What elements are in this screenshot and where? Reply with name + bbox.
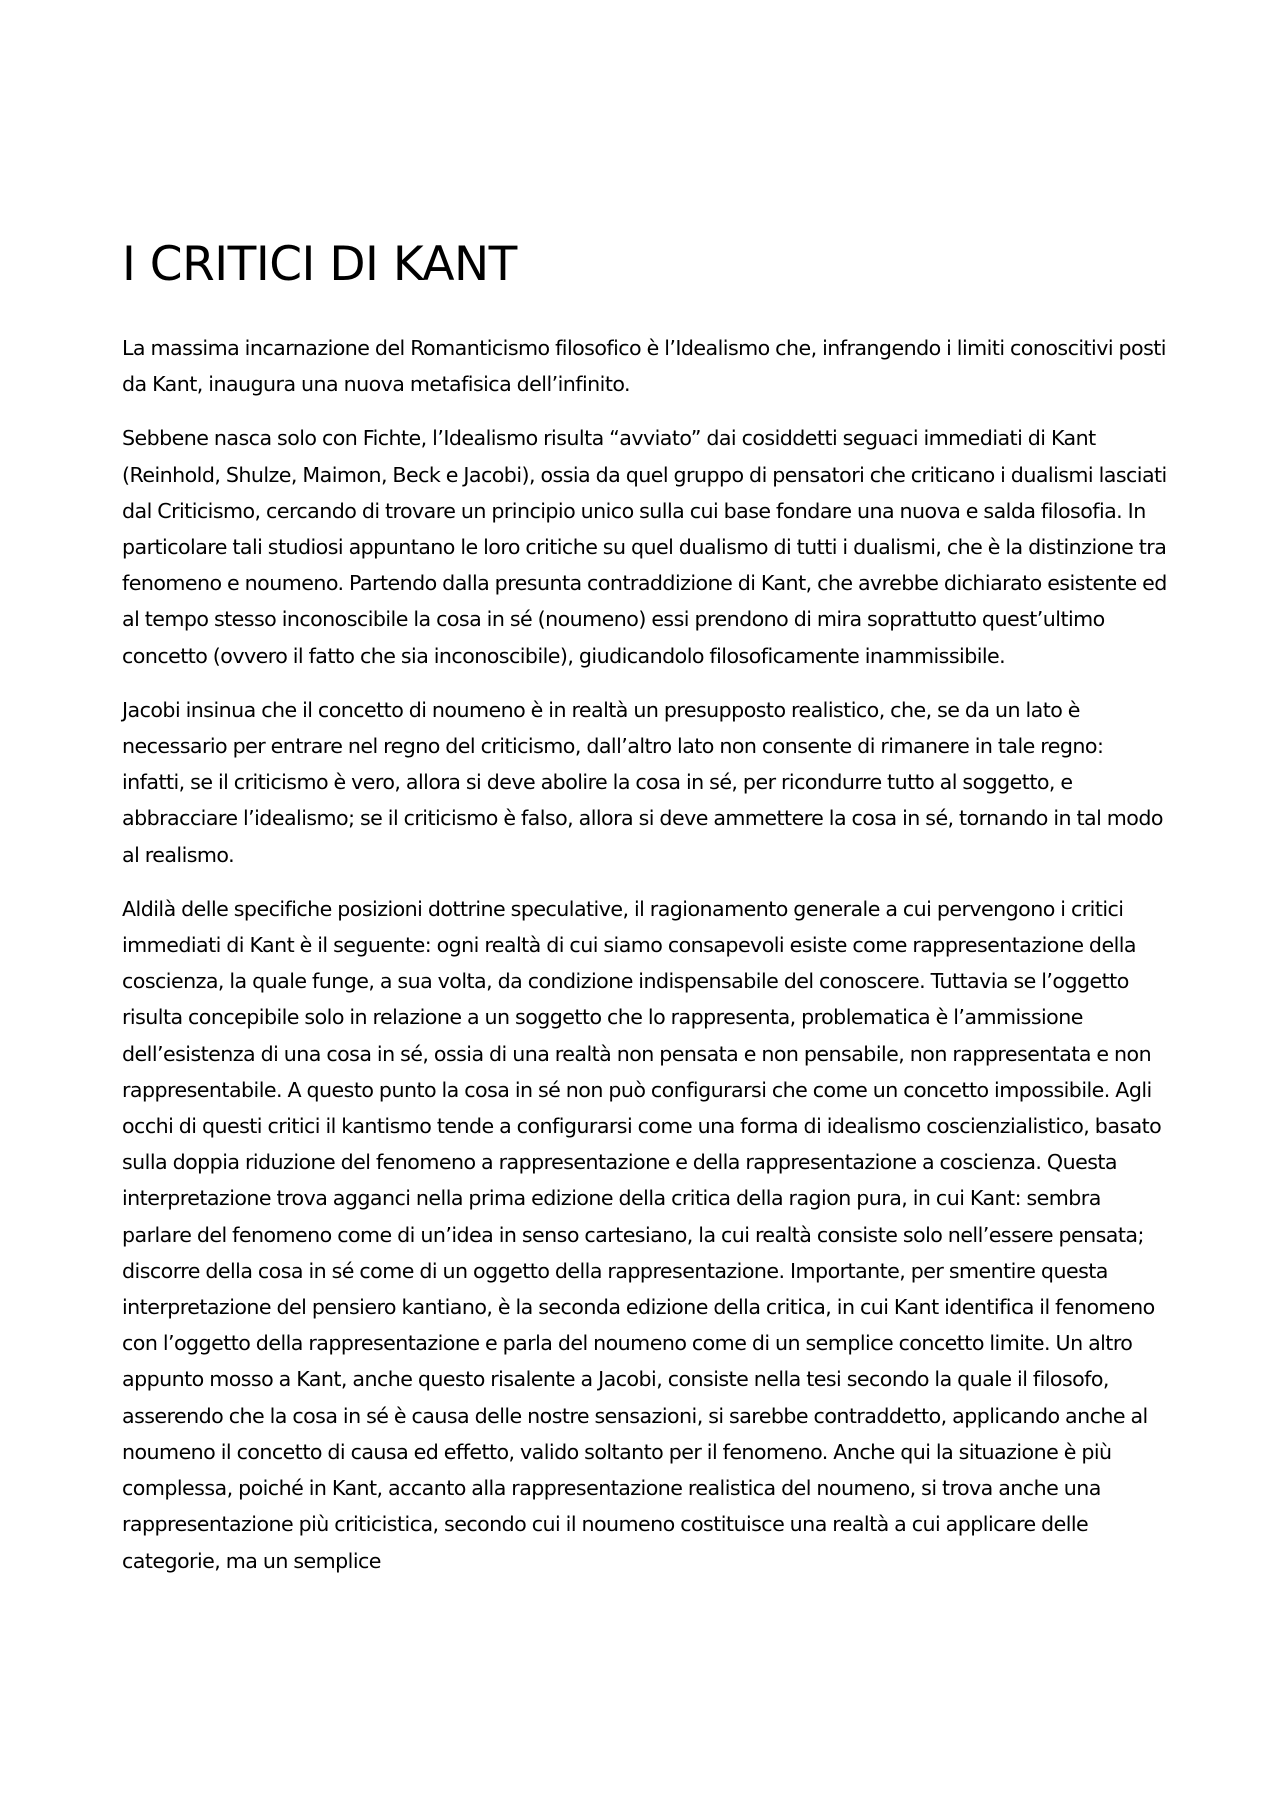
paragraph-intro: La massima incarnazione del Romanticismo filosofico è l’Idealismo che, infrangendo i limiti conoscitivi posti da Kant, inaugura una nuova metafisica dell’infinito. bbox=[122, 336, 1166, 397]
paragraph-general-reasoning: Aldilà delle specifiche posizioni dottrine speculative, il ragionamento generale a cui pervengono i critici immediati di Kant è il seguente: ogni realtà di cui siamo consapevoli esiste come rappresentazione della coscienza, la quale funge, a sua volta, da condizione indispensabile del conoscere. Tuttavia se l’oggetto risulta concepibile solo in relazione a un soggetto che lo rappresenta, problematica è l’ammissione dell’esistenza di una cosa in sé, ossia di una realtà non pensata e non pensabile, non rappresentata e non rappresentabile. A questo punto la cosa in sé non può configurarsi che come un concetto impossibile. Agli occhi di questi critici il kantismo tende a configurarsi come una forma di idealismo coscienzialistico, basato sulla doppia riduzione del fenomeno a rappresentazione e della rappresentazione a coscienza. Questa interpretazione trova agganci nella prima edizione della critica della ragion pura, in cui Kant: sembra parlare del fenomeno come di un’idea in senso cartesiano, la cui realtà consiste solo nell’essere pensata; discorre della cosa in sé come di un oggetto della rappresentazione. Importante, per smentire questa interpretazione del pensiero kantiano, è la seconda edizione della critica, in cui Kant identifica il fenomeno con l’oggetto della rappresentazione e parla del noumeno come di un semplice concetto limite. Un altro appunto mosso a Kant, anche questo risalente a Jacobi, consiste nella tesi secondo la quale il filosofo, asserendo che la cosa in sé è causa delle nostre sensazioni, si sarebbe contraddetto, applicando anche al noumeno il concetto di causa ed effetto, valido soltanto per il fenomeno. Anche qui la situazione è più complessa, poiché in Kant, accanto alla rappresentazione realistica del noumeno, si trova anche una rappresentazione più criticistica, secondo cui il noumeno costituisce una realtà a cui applicare delle categorie, ma un semplice bbox=[122, 896, 1162, 1573]
paragraph-fichte-idealism: Sebbene nasca solo con Fichte, l’Idealismo risulta “avviato” dai cosiddetti seguaci immediati di Kant (Reinhold, Shulze, Maimon, Beck e Jacobi), ossia da quel gruppo di pensatori che criticano i dualismi lasciati dal Criticismo, cercando di trovare un principio unico sulla cui base fondare una nuova e salda filosofia. In particolare tali studiosi appuntano le loro critiche su quel dualismo di tutti i dualismi, che è la distinzione tra fenomeno e noumeno. Partendo dalla presunta contraddizione di Kant, che avrebbe dichiarato esistente ed al tempo stesso inconoscibile la cosa in sé (noumeno) essi prendono di mira soprattutto quest’ultimo concetto (ovvero il fatto che sia inconoscibile), giudicandolo filosoficamente inammissibile. bbox=[122, 426, 1167, 668]
paragraph-jacobi: Jacobi insinua che il concetto di noumeno è in realtà un presupposto realistico, che, se da un lato è necessario per entrare nel regno del criticismo, dall’altro lato non consente di rimanere in tale regno: infatti, se il criticismo è vero, allora si deve abolire la cosa in sé, per ricondurre tutto al soggetto, e abbracciare l’idealismo; se il criticismo è falso, allora si deve ammettere la cosa in sé, tornando in tal modo al realismo. bbox=[122, 697, 1163, 867]
document-title: I CRITICI DI KANT bbox=[122, 237, 517, 292]
document-body bbox=[122, 236, 1167, 1597]
